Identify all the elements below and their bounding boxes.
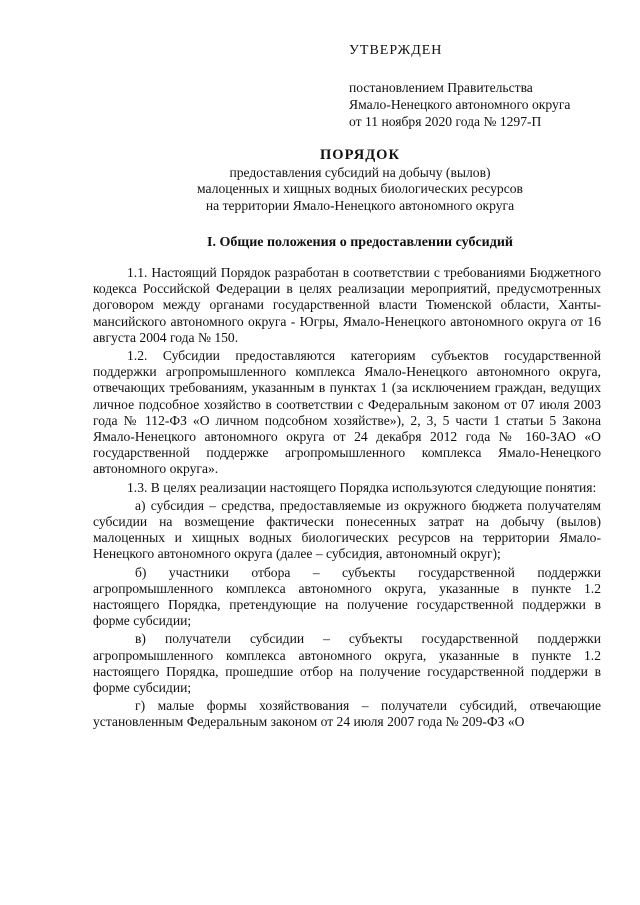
- paragraph-1-2: 1.2. Субсидии предоставляются категориям субъектов государственной поддержки агропромышленного комплекса Ямало-Ненецкого автономного округа, отвечающих требованиям, указанным в пунктах 1 (за исключением граждан, ведущих личное подсобное хозяйство в соответствии с Федеральным законом от 07 июля 2003 года № 112-ФЗ «О личном подсобном хозяйстве»), 2, 3, 5 части 1 статьи 5 Закона Ямало-Ненецкого автономного округа от 24 декабря 2012 года № 160-ЗАО «О государственной поддержке агропромышленного комплекса Ямало-Ненецкого автономного округа».: [93, 348, 601, 477]
- paragraph-1-3: 1.3. В целях реализации настоящего Порядка используются следующие понятия:: [127, 479, 597, 495]
- paragraph-1-1: 1.1. Настоящий Порядок разработан в соответствии с требованиями Бюджетного кодекса Российской Федерации в целях реализации мероприятий, предусмотренных договором между органами государственной власти Тюменской области, Ханты-мансийского автономного округа - Югры, Ямало-Ненецкого автономного округа от 16 августа 2004 года № 150.: [93, 265, 601, 345]
- section-heading: I. Общие положения о предоставлении субсидий: [207, 235, 513, 250]
- document-body: [93, 265, 601, 733]
- title-line-2: малоценных и хищных водных биологических ресурсов: [197, 181, 523, 196]
- definition-v: в) получатели субсидии – субъекты государственной поддержки агропромышленного комплекса автономного округа, указанные в пункте 1.2 настоящего Порядка, прошедшие отбор на получение государственной поддержи в форме субсидии;: [93, 631, 601, 696]
- approval-line-1: постановлением Правительства: [349, 80, 533, 95]
- approval-line-2: Ямало-Ненецкого автономного округа: [349, 97, 571, 112]
- document-title: ПОРЯДОК: [320, 147, 400, 163]
- title-line-3: на территории Ямало-Ненецкого автономного округа: [205, 197, 515, 213]
- definition-b: б) участники отбора – субъекты государственной поддержки агропромышленного комплекса автономного округа, указанные в пункте 1.2 настоящего Порядка, претендующие на получение государственной поддержки в форме субсидии;: [93, 564, 601, 629]
- document-title-block: [120, 147, 600, 214]
- approval-line-3: от 11 ноября 2020 года № 1297-П: [349, 114, 542, 129]
- definition-a: а) субсидия – средства, предоставляемые из окружного бюджета получателям субсидии на возмещение фактически понесенных затрат на добычу (вылов) малоценных и хищных водных биологических ресурсов на территории Ямало-Ненецкого автономного округа (далее – субсидия, автономный округ);: [93, 497, 601, 562]
- approval-heading: УТВЕРЖДЕН: [349, 43, 443, 58]
- title-line-1: предоставления субсидий на добычу (вылов): [229, 164, 491, 180]
- approval-stamp: [349, 42, 619, 130]
- definition-g: г) малые формы хозяйствования – получатели субсидий, отвечающие установленным Федеральным законом от 24 июля 2007 года № 209-ФЗ «О: [93, 698, 601, 730]
